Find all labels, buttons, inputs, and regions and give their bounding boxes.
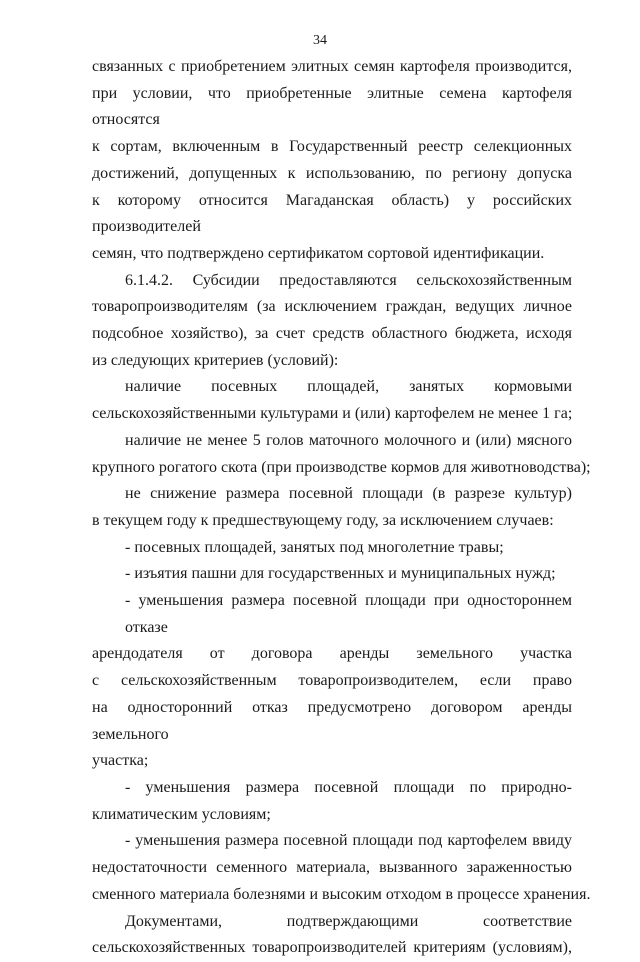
text-line: 6.1.4.2. Субсидии предоставляются сельскохозяйственным [125, 271, 572, 289]
text-line: с сельскохозяйственным товаропроизводителем, если право [92, 672, 572, 690]
text-line: - посевных площадей, занятых под многолетние травы; [125, 538, 504, 556]
text-line: сельскохозяйственными культурами и (или) картофелем не менее 1 га; [92, 405, 573, 423]
text-line: на односторонний отказ предусмотрено договором аренды земельного [92, 698, 572, 743]
text-line: - изъятия пашни для государственных и муниципальных нужд; [125, 565, 556, 583]
document-body [92, 54, 591, 962]
text-line: климатическим условиям; [92, 805, 271, 823]
text-line: крупного рогатого скота (при производстве кормов для животноводства); [92, 458, 591, 476]
text-line: - уменьшения размера посевной площади под картофелем ввиду [125, 832, 572, 850]
text-line: Документами, подтверждающими соответствие [125, 912, 572, 930]
text-line: участка; [92, 752, 149, 770]
text-line: связанных с приобретением элитных семян картофеля производится, [92, 58, 572, 75]
text-line: - уменьшения размера посевной площади по природно- [125, 778, 572, 796]
text-line: достижений, допущенных к использованию, по региону допуска [92, 164, 572, 182]
text-line: в текущем году к предшествующему году, за исключением случаев: [92, 511, 554, 529]
text-line: наличие посевных площадей, занятых кормовыми [125, 378, 572, 396]
text-line: из следующих критериев (условий): [92, 351, 339, 369]
text-line: семян, что подтверждено сертификатом сортовой идентификации. [92, 244, 545, 262]
text-line: арендодателя от договора аренды земельного участка [92, 645, 572, 663]
text-line: сменного материала болезнями и высоким отходом в процессе хранения. [92, 885, 591, 903]
text-line: к сортам, включенным в Государственный реестр селекционных [92, 138, 572, 156]
text-line: - уменьшения размера посевной площади при одностороннем отказе [125, 592, 572, 636]
text-line: при условии, что приобретенные элитные семена картофеля относятся [92, 84, 572, 129]
text-line: товаропроизводителям (за исключением граждан, ведущих личное [92, 298, 572, 316]
page-number: 34 [313, 33, 327, 48]
text-line: не снижение размера посевной площади (в разрезе культур) [125, 485, 572, 503]
text-line: к которому относится Магаданская область) у российских производителей [92, 191, 572, 236]
text-line: недостаточности семенного материала, вызванного зараженностью [92, 859, 572, 877]
text-line: наличие не менее 5 голов маточного молочного и (или) мясного [125, 431, 572, 449]
text-line: сельскохозяйственных товаропроизводителей критериям (условиям), [92, 939, 572, 957]
text-line: подсобное хозяйство), за счет средств областного бюджета, исходя [92, 325, 572, 343]
